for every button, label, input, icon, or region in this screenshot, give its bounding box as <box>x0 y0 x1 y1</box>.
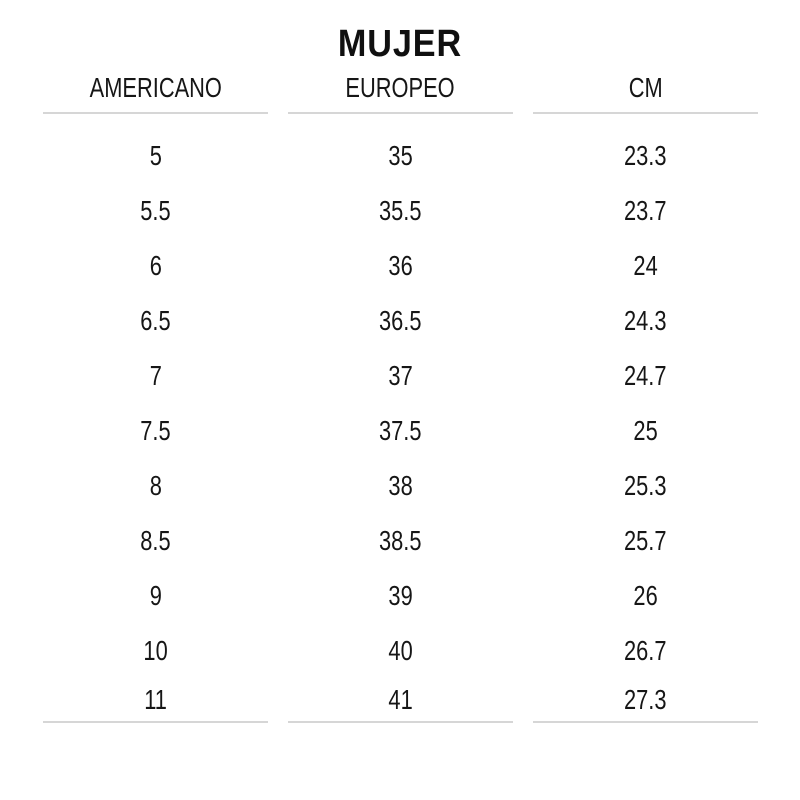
cell-americano: 5 <box>149 139 162 171</box>
table-row <box>43 293 758 348</box>
table-row <box>43 183 758 238</box>
cell-cm: 24.3 <box>624 304 667 336</box>
cell-europeo: 38 <box>388 469 413 501</box>
cell-europeo: 39 <box>388 579 413 611</box>
cell-americano: 9 <box>149 579 162 611</box>
table-body <box>43 114 758 723</box>
cell-cm: 25 <box>633 414 658 446</box>
cell-europeo: 37.5 <box>379 414 422 446</box>
cell-cm: 25.7 <box>624 524 667 556</box>
cell-americano: 10 <box>143 634 168 666</box>
cell-europeo: 41 <box>288 678 513 723</box>
cell-americano: 7 <box>149 359 162 391</box>
table-row <box>43 458 758 513</box>
table-row <box>43 238 758 293</box>
cell-americano: 8.5 <box>140 524 171 556</box>
table-row <box>43 348 758 403</box>
cell-europeo: 38.5 <box>379 524 422 556</box>
cell-cm: 25.3 <box>624 469 667 501</box>
cell-cm: 26 <box>633 579 658 611</box>
cell-americano: 6 <box>149 249 162 281</box>
column-header-europeo: EUROPEO <box>288 64 513 114</box>
cell-europeo: 40 <box>388 634 413 666</box>
cell-americano: 5.5 <box>140 194 171 226</box>
cell-americano: 11 <box>43 678 268 723</box>
cell-americano: 7.5 <box>140 414 171 446</box>
cell-europeo: 36 <box>388 249 413 281</box>
cell-cm: 24.7 <box>624 359 667 391</box>
cell-cm: 23.7 <box>624 194 667 226</box>
cell-americano: 6.5 <box>140 304 171 336</box>
page-title-text: MUJER <box>337 23 463 65</box>
table-header-row <box>43 64 758 114</box>
cell-americano: 8 <box>149 469 162 501</box>
cell-cm: 26.7 <box>624 634 667 666</box>
table-row <box>43 678 758 723</box>
cell-cm: 24 <box>633 249 658 281</box>
cell-cm: 23.3 <box>624 139 667 171</box>
column-header-americano: AMERICANO <box>43 64 268 114</box>
cell-europeo: 35 <box>388 139 413 171</box>
page-title <box>0 24 800 64</box>
table-row <box>43 623 758 678</box>
cell-europeo: 37 <box>388 359 413 391</box>
cell-europeo: 36.5 <box>379 304 422 336</box>
cell-europeo: 35.5 <box>379 194 422 226</box>
table-row <box>43 128 758 183</box>
table-row <box>43 403 758 458</box>
table-row <box>43 568 758 623</box>
table-row <box>43 513 758 568</box>
size-conversion-table <box>43 64 758 723</box>
cell-cm: 27.3 <box>533 678 758 723</box>
column-header-cm: CM <box>533 64 758 114</box>
